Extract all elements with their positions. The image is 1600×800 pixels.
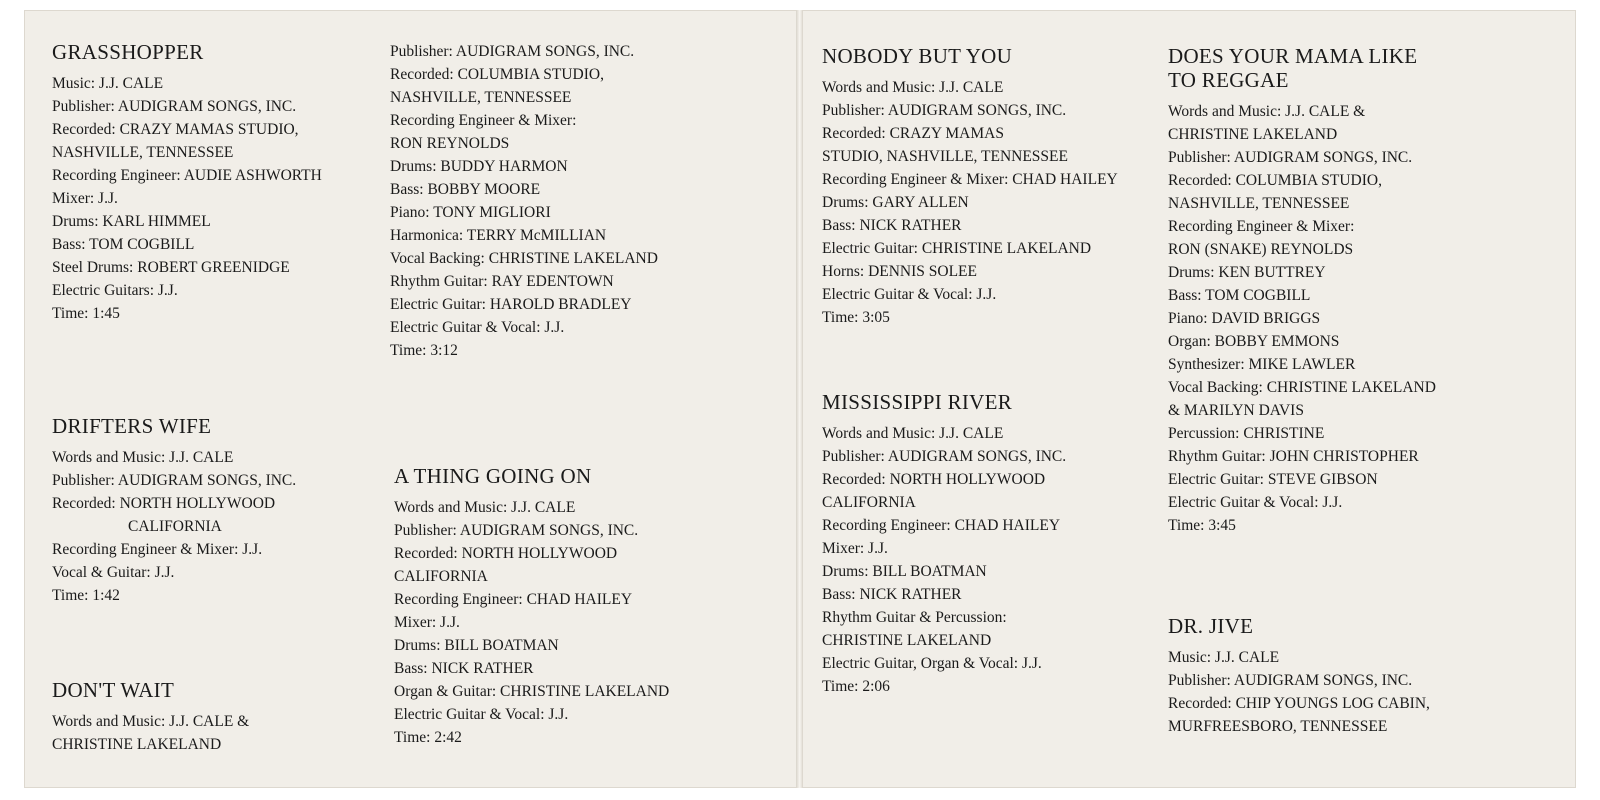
credit-line: Mixer: J.J.	[52, 190, 118, 207]
song-title-line: TO REGGAE	[1168, 68, 1289, 92]
credit-line: Bass: NICK RATHER	[394, 660, 534, 677]
credit-line: Time: 3:45	[1168, 517, 1236, 534]
credit-line: Words and Music: J.J. CALE	[822, 79, 1004, 96]
song-credits-continued	[390, 40, 658, 362]
song-dont-wait	[52, 678, 249, 756]
credit-line: Recorded: CHIP YOUNGS LOG CABIN,	[1168, 695, 1430, 712]
credit-line: Organ: BOBBY EMMONS	[1168, 333, 1340, 350]
credit-line: Harmonica: TERRY McMILLIAN	[390, 227, 607, 244]
credit-line: Steel Drums: ROBERT GREENIDGE	[52, 259, 290, 276]
credit-line: Recorded: COLUMBIA STUDIO,	[1168, 172, 1382, 189]
song-nobody-but-you	[822, 44, 1118, 329]
credit-line: Publisher: AUDIGRAM SONGS, INC.	[822, 102, 1067, 119]
credit-line: Words and Music: J.J. CALE	[52, 449, 234, 466]
credit-line: Electric Guitars: J.J.	[52, 282, 178, 299]
credit-line: Drums: BILL BOATMAN	[822, 563, 987, 580]
credit-line: NASHVILLE, TENNESSEE	[52, 144, 234, 161]
credit-line: Music: J.J. CALE	[1168, 649, 1280, 666]
song-drifters-wife	[52, 414, 296, 607]
song-title: GRASSHOPPER	[52, 40, 204, 64]
credit-line: Electric Guitar: HAROLD BRADLEY	[390, 296, 632, 313]
song-title: MISSISSIPPI RIVER	[822, 390, 1013, 414]
song-grasshopper	[52, 40, 322, 325]
credit-line: STUDIO, NASHVILLE, TENNESSEE	[822, 148, 1068, 165]
credit-line: Recording Engineer & Mixer:	[390, 112, 577, 129]
credit-line: Piano: DAVID BRIGGS	[1168, 310, 1321, 327]
credit-line: Mixer: J.J.	[822, 540, 888, 557]
song-title: DON'T WAIT	[52, 678, 175, 702]
credit-line: Publisher: AUDIGRAM SONGS, INC.	[394, 522, 639, 539]
credit-line: CALIFORNIA	[394, 568, 488, 585]
credit-line: RON (SNAKE) REYNOLDS	[1168, 241, 1354, 258]
credit-line: Time: 2:06	[822, 678, 890, 695]
credit-line: Recording Engineer & Mixer: J.J.	[52, 541, 263, 558]
credit-line: CHRISTINE LAKELAND	[52, 736, 222, 753]
credit-line: Words and Music: J.J. CALE &	[52, 713, 250, 730]
credit-line: Drums: BILL BOATMAN	[394, 637, 559, 654]
credit-line: CALIFORNIA	[128, 518, 222, 535]
credit-line: Words and Music: J.J. CALE &	[1168, 103, 1366, 120]
credit-line: Time: 3:12	[390, 342, 458, 359]
song-dr-jive	[1168, 614, 1430, 738]
credit-line: Vocal Backing: CHRISTINE LAKELAND	[1168, 379, 1436, 396]
credit-line: Recorded: CRAZY MAMAS	[822, 125, 1004, 142]
credit-line: Electric Guitar, Organ & Vocal: J.J.	[822, 655, 1042, 672]
song-does-your-mama-like-to-reggae	[1168, 44, 1436, 537]
credit-line: Electric Guitar & Vocal: J.J.	[394, 706, 569, 723]
credit-line: Publisher: AUDIGRAM SONGS, INC.	[52, 98, 297, 115]
left-page	[24, 10, 798, 788]
song-title: A THING GOING ON	[394, 464, 592, 488]
credit-line: Time: 2:42	[394, 729, 462, 746]
credit-line: Bass: TOM COGBILL	[52, 236, 195, 253]
credit-line: NASHVILLE, TENNESSEE	[390, 89, 572, 106]
song-mississippi-river	[822, 390, 1066, 698]
credit-line: Words and Music: J.J. CALE	[394, 499, 576, 516]
credit-line: Words and Music: J.J. CALE	[822, 425, 1004, 442]
credit-line: Percussion: CHRISTINE	[1168, 425, 1325, 442]
credit-line: Electric Guitar: CHRISTINE LAKELAND	[822, 240, 1092, 257]
credit-line: Publisher: AUDIGRAM SONGS, INC.	[1168, 149, 1413, 166]
credit-line: Bass: BOBBY MOORE	[390, 181, 541, 198]
song-title: DRIFTERS WIFE	[52, 414, 212, 438]
credit-line: Time: 1:45	[52, 305, 120, 322]
credit-line: CALIFORNIA	[822, 494, 916, 511]
credit-line: Publisher: AUDIGRAM SONGS, INC.	[822, 448, 1067, 465]
credit-line: Time: 1:42	[52, 587, 120, 604]
credit-line: Horns: DENNIS SOLEE	[822, 263, 977, 280]
credit-line: Recording Engineer: AUDIE ASHWORTH	[52, 167, 322, 184]
credit-line: Music: J.J. CALE	[52, 75, 164, 92]
credit-line: Electric Guitar & Vocal: J.J.	[1168, 494, 1343, 511]
credit-line: Piano: TONY MIGLIORI	[390, 204, 551, 221]
credit-line: Recording Engineer & Mixer:	[1168, 218, 1355, 235]
credit-line: Publisher: AUDIGRAM SONGS, INC.	[1168, 672, 1413, 689]
credit-line: Recording Engineer & Mixer: CHAD HAILEY	[822, 171, 1118, 188]
song-title: DR. JIVE	[1168, 614, 1254, 638]
credit-line: Rhythm Guitar: RAY EDENTOWN	[390, 273, 614, 290]
credit-line: Organ & Guitar: CHRISTINE LAKELAND	[394, 683, 670, 700]
song-a-thing-going-on	[394, 464, 669, 749]
credit-line: Vocal & Guitar: J.J.	[52, 564, 175, 581]
credit-line: Publisher: AUDIGRAM SONGS, INC.	[390, 43, 635, 60]
credit-line: Bass: NICK RATHER	[822, 586, 962, 603]
credit-line: Drums: GARY ALLEN	[822, 194, 969, 211]
credit-line: Recorded: NORTH HOLLYWOOD	[822, 471, 1046, 488]
credit-line: Drums: KARL HIMMEL	[52, 213, 211, 230]
credit-line: Electric Guitar & Vocal: J.J.	[822, 286, 997, 303]
credit-line: & MARILYN DAVIS	[1168, 402, 1304, 419]
credit-line: RON REYNOLDS	[390, 135, 510, 152]
credit-line: Mixer: J.J.	[394, 614, 460, 631]
credit-line: CHRISTINE LAKELAND	[822, 632, 992, 649]
credit-line: MURFREESBORO, TENNESSEE	[1168, 718, 1388, 735]
song-title-line: DOES YOUR MAMA LIKE	[1168, 44, 1418, 68]
credit-line: NASHVILLE, TENNESSEE	[1168, 195, 1350, 212]
credit-line: Recorded: COLUMBIA STUDIO,	[390, 66, 604, 83]
credit-line: Drums: BUDDY HARMON	[390, 158, 568, 175]
credit-line: Electric Guitar: STEVE GIBSON	[1168, 471, 1378, 488]
credit-line: Recorded: NORTH HOLLYWOOD	[52, 495, 276, 512]
credit-line: CHRISTINE LAKELAND	[1168, 126, 1338, 143]
right-page	[802, 10, 1576, 788]
credit-line: Recording Engineer: CHAD HAILEY	[822, 517, 1061, 534]
credit-line: Synthesizer: MIKE LAWLER	[1168, 356, 1356, 373]
credit-line: Bass: TOM COGBILL	[1168, 287, 1311, 304]
credit-line: Bass: NICK RATHER	[822, 217, 962, 234]
credit-line: Recorded: NORTH HOLLYWOOD	[394, 545, 618, 562]
credit-line: Time: 3:05	[822, 309, 890, 326]
credit-line: Electric Guitar & Vocal: J.J.	[390, 319, 565, 336]
credit-line: Recording Engineer: CHAD HAILEY	[394, 591, 633, 608]
credit-line: Drums: KEN BUTTREY	[1168, 264, 1326, 281]
song-title: NOBODY BUT YOU	[822, 44, 1013, 68]
song-title	[1168, 44, 1436, 92]
credit-line: Rhythm Guitar & Percussion:	[822, 609, 1007, 626]
credit-line: Publisher: AUDIGRAM SONGS, INC.	[52, 472, 297, 489]
credit-line: Rhythm Guitar: JOHN CHRISTOPHER	[1168, 448, 1419, 465]
credit-line: Recorded: CRAZY MAMAS STUDIO,	[52, 121, 299, 138]
credit-line: Vocal Backing: CHRISTINE LAKELAND	[390, 250, 658, 267]
